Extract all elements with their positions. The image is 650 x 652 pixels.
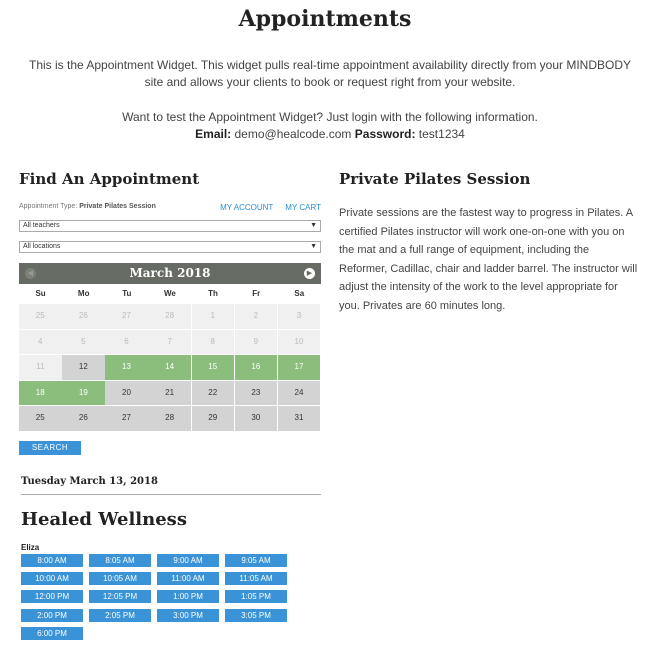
search-button[interactable]: SEARCH [19,441,81,455]
weekday-label: Su [35,289,46,298]
calendar-grid [19,304,321,431]
calendar-day: 3 [278,304,321,329]
calendar-day: 29 [192,406,235,431]
time-slot-button[interactable]: 8:05 AM [89,554,151,567]
calendar-day[interactable]: 13 [105,355,148,380]
my-cart-link[interactable]: MY CART [285,203,321,212]
appointment-type-row [19,203,321,215]
calendar-day: 7 [148,330,191,355]
calendar-day[interactable]: 18 [19,381,62,406]
weekday-label: Mo [77,289,90,298]
staff-name: Eliza [21,543,40,552]
session-details [339,170,639,316]
weekday-row [19,284,321,304]
calendar-day: 11 [19,355,62,380]
dropdown-arrow-icon: ▼ [310,222,317,229]
calendar-day: 26 [62,304,105,329]
session-title: Private Pilates Session [339,170,531,188]
calendar-week [19,330,321,355]
email-label: Email: [195,127,232,141]
selected-date-heading: Tuesday March 13, 2018 [21,476,321,495]
password-label: Password: [354,127,416,141]
calendar-day: 22 [192,381,235,406]
calendar-day: 21 [148,381,191,406]
calendar-day: 23 [235,381,278,406]
location-select[interactable] [19,241,321,253]
calendar-month-label: March 2018 [129,266,211,280]
time-slot-button[interactable]: 1:00 PM [157,590,219,603]
calendar-day: 10 [278,330,321,355]
chevron-right-icon[interactable]: ▶ [304,268,315,279]
time-slot-button[interactable]: 9:00 AM [157,554,219,567]
calendar-day[interactable]: 17 [278,355,321,380]
password-value: test1234 [418,127,465,141]
calendar-day: 24 [278,381,321,406]
time-slot-button[interactable]: 3:00 PM [157,609,219,622]
my-account-link[interactable]: MY ACCOUNT [220,203,274,212]
email-value: demo@healcode.com [234,127,352,141]
location-select-value: All locations [23,243,61,250]
calendar-day[interactable]: 14 [148,355,191,380]
test-credentials [20,109,640,143]
calendar-day: 5 [62,330,105,355]
time-slot-button[interactable]: 12:00 PM [21,590,83,603]
page-title: Appointments [238,6,412,32]
dropdown-arrow-icon: ▼ [310,243,317,250]
calendar-day: 25 [19,304,62,329]
calendar-day: 28 [148,304,191,329]
time-slot-button[interactable]: 9:05 AM [225,554,287,567]
calendar-day: 31 [278,406,321,431]
calendar-day: 25 [19,406,62,431]
weekday-label: Fr [252,289,261,298]
time-slot-list [21,554,311,645]
test-instructions: Want to test the Appointment Widget? Just login with the following information. [122,110,538,124]
calendar [19,263,321,432]
time-slot-button[interactable]: 11:05 AM [225,572,287,585]
time-slot-button[interactable]: 3:05 PM [225,609,287,622]
location-title: Healed Wellness [21,509,187,530]
calendar-day: 12 [62,355,105,380]
calendar-week [19,304,321,329]
time-slot-button[interactable]: 12:05 PM [89,590,151,603]
calendar-day: 20 [105,381,148,406]
time-slot-button[interactable]: 8:00 AM [21,554,83,567]
calendar-day: 2 [235,304,278,329]
appointment-type-value: Private Pilates Session [79,203,156,210]
calendar-day[interactable]: 19 [62,381,105,406]
time-slot-button[interactable]: 10:00 AM [21,572,83,585]
calendar-day: 27 [105,406,148,431]
calendar-header [19,263,321,284]
calendar-day: 9 [235,330,278,355]
calendar-week [19,406,321,431]
calendar-day: 8 [192,330,235,355]
calendar-day: 30 [235,406,278,431]
appointment-type-label: Appointment Type: [19,203,78,210]
appointment-finder [19,170,321,638]
teacher-select[interactable] [19,220,321,232]
finder-title: Find An Appointment [19,170,200,188]
calendar-week [19,355,321,380]
chevron-left-icon[interactable]: ◀ [25,268,36,279]
calendar-day: 1 [192,304,235,329]
time-slot-button[interactable]: 2:05 PM [89,609,151,622]
teacher-select-value: All teachers [23,222,60,229]
weekday-label: We [164,289,176,298]
calendar-day: 27 [105,304,148,329]
calendar-day: 4 [19,330,62,355]
calendar-day: 26 [62,406,105,431]
weekday-label: Th [208,289,218,298]
calendar-week [19,381,321,406]
calendar-day: 6 [105,330,148,355]
calendar-day: 28 [148,406,191,431]
intro-text: This is the Appointment Widget. This widget pulls real-time appointment availability directly from your MINDBODY site and allows your clients to book or request right from your website. [28,58,631,89]
weekday-label: Sa [294,289,305,298]
time-slot-button[interactable]: 2:00 PM [21,609,83,622]
calendar-day[interactable]: 16 [235,355,278,380]
time-slot-button[interactable]: 11:00 AM [157,572,219,585]
time-slot-button[interactable]: 1:05 PM [225,590,287,603]
session-description: Private sessions are the fastest way to progress in Pilates. A certified Pilates instructor will work one-on-one with you on the mat and a full range of equipment, including the Reformer, Cadillac, chair and ladder barrel. The instructor will adjust the intensity of the work to the level appropriate for you. Privates are 60 minutes long. [339,207,638,312]
time-slot-button[interactable]: 10:05 AM [89,572,151,585]
calendar-day[interactable]: 15 [192,355,235,380]
time-slot-button[interactable]: 6:00 PM [21,627,83,640]
weekday-label: Tu [122,289,132,298]
